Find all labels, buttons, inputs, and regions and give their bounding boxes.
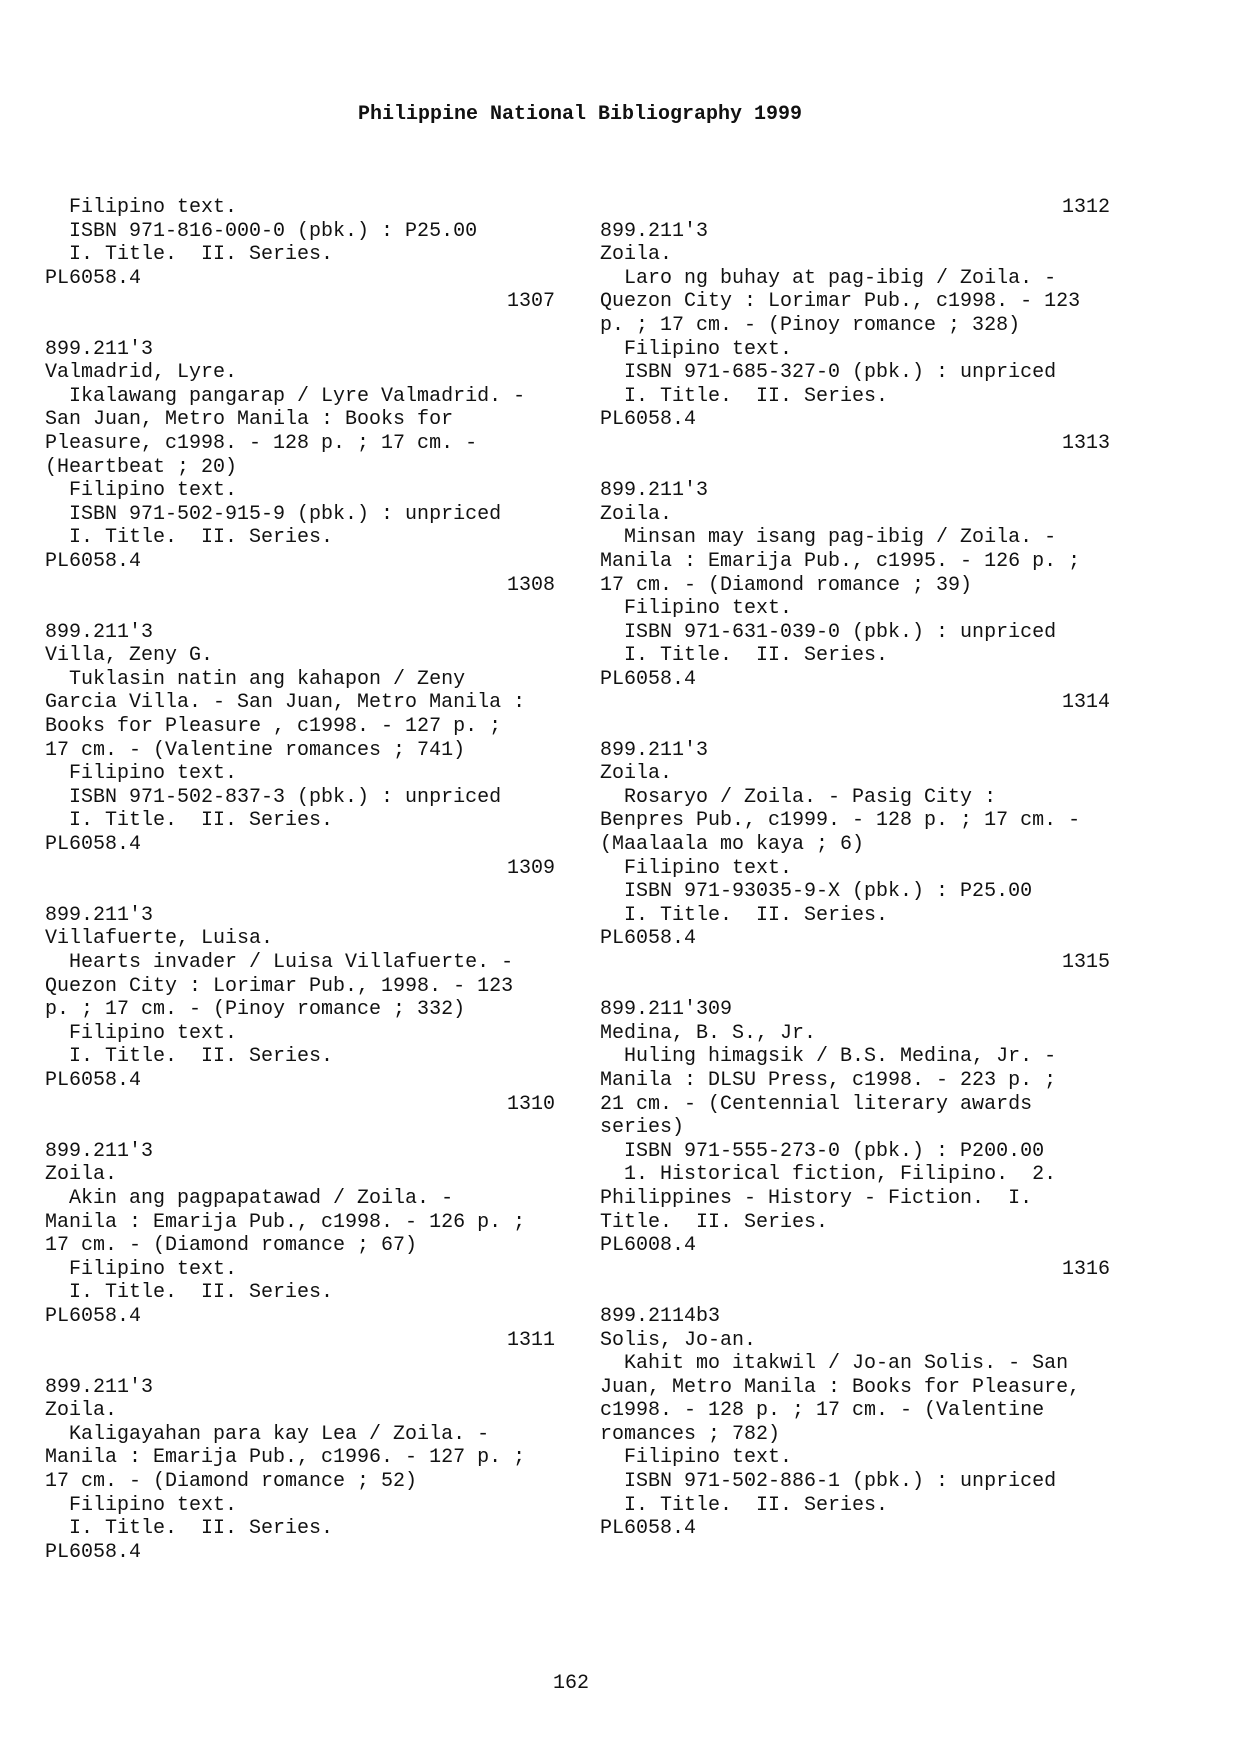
entry-line: 899.211'3 [600,479,709,503]
entry-line: Solis, Jo-an. [600,1328,757,1352]
entry-line: Villa, Zeny G. [45,644,214,668]
entry-line: I. Title. II. Series. [45,809,334,833]
entry-number: 1310 [506,1092,555,1116]
entry-line: c1998. - 128 p. ; 17 cm. - (Valentine [600,1399,1045,1423]
blank-line [600,715,1110,739]
entry-line: Filipino text. [600,337,793,361]
entry-line: ISBN 971-816-000-0 (pbk.) : P25.00 [45,219,478,243]
entry-number: 1309 [506,856,555,880]
entry-line: 17 cm. - (Diamond romance ; 67) [45,1234,418,1258]
entry-number: 1316 [1061,1257,1110,1281]
entry-line: Medina, B. S., Jr. [600,1021,817,1045]
blank-line [45,1352,555,1376]
entry-line: Minsan may isang pag-ibig / Zoila. - [600,526,1057,550]
entry-line: I. Title. II. Series. [600,644,889,668]
entry-line: Pleasure, c1998. - 128 p. ; 17 cm. - [45,431,478,455]
entry-line: Philippines - History - Fiction. I. [600,1186,1033,1210]
entry-line: (Maalaala mo kaya ; 6) [600,833,865,857]
entry-line: PL6058.4 [45,1304,142,1328]
entry-line: Manila : Emarija Pub., c1995. - 126 p. ; [600,549,1081,573]
entry-line: PL6058.4 [45,1068,142,1092]
entry-line: Filipino text. [45,762,238,786]
entry-line: I. Title. II. Series. [600,903,889,927]
entry-line: Filipino text. [45,196,238,219]
entry-line: Books for Pleasure , c1998. - 127 p. ; [45,715,502,739]
entry-line: I. Title. II. Series. [45,526,334,550]
entry-line: ISBN 971-502-915-9 (pbk.) : unpriced [45,502,502,526]
entry-line: Filipino text. [600,1446,793,1470]
entry-line: PL6008.4 [600,1234,697,1258]
blank-line [45,880,555,904]
entry-line: Tuklasin natin ang kahapon / Zeny [45,667,466,691]
entry-line: 17 cm. - (Diamond romance ; 39) [600,573,973,597]
entry-number: 1313 [1061,431,1110,455]
entry-number: 1312 [1061,196,1110,219]
entry-line: Quezon City : Lorimar Pub., c1998. - 123 [600,290,1081,314]
entry-line: I. Title. II. Series. [600,384,889,408]
entry-line: romances ; 782) [600,1422,781,1446]
blank-line [600,1281,1110,1305]
entry-line: ISBN 971-685-327-0 (pbk.) : unpriced [600,361,1057,385]
entry-line: (Heartbeat ; 20) [45,455,238,479]
entry-line: Zoila. [600,502,673,526]
entry-line: Manila : Emarija Pub., c1996. - 127 p. ; [45,1446,526,1470]
entry-line: I. Title. II. Series. [600,1493,889,1517]
entry-line: Zoila. [600,243,673,267]
entry-line: Filipino text. [600,856,793,880]
entry-line: Juan, Metro Manila : Books for Pleasure, [600,1375,1081,1399]
entry-line: PL6058.4 [45,549,142,573]
entry-line: ISBN 971-502-886-1 (pbk.) : unpriced [600,1470,1057,1494]
entry-line: Filipino text. [45,1257,238,1281]
entry-line: p. ; 17 cm. - (Pinoy romance ; 332) [45,998,466,1022]
entry-line: I. Title. II. Series. [45,243,334,267]
entry-line: PL6058.4 [600,667,697,691]
entry-line: 899.2114b3 [600,1304,721,1328]
entry-line: Zoila. [600,762,673,786]
blank-line [600,975,1110,999]
entry-number: 1307 [506,290,555,314]
entry-line: p. ; 17 cm. - (Pinoy romance ; 328) [600,313,1021,337]
entry-line: Manila : Emarija Pub., c1998. - 126 p. ; [45,1210,526,1234]
entry-line: 899.211'3 [45,903,154,927]
entry-line: Filipino text. [600,597,793,621]
entry-line: ISBN 971-631-039-0 (pbk.) : unpriced [600,620,1057,644]
entry-line: Filipino text. [45,479,238,503]
entry-line: Laro ng buhay at pag-ibig / Zoila. - [600,266,1057,290]
entry-line: Akin ang pagpapatawad / Zoila. - [45,1186,454,1210]
entry-line: Kahit mo itakwil / Jo-an Solis. - San [600,1352,1069,1376]
entry-line: Benpres Pub., c1999. - 128 p. ; 17 cm. - [600,809,1081,833]
entry-line: Title. II. Series. [600,1210,829,1234]
entry-line: Huling himagsik / B.S. Medina, Jr. - [600,1045,1057,1069]
entry-line: PL6058.4 [600,927,697,951]
entry-line: 1. Historical fiction, Filipino. 2. [600,1163,1057,1187]
entry-line: Valmadrid, Lyre. [45,361,238,385]
entry-line: San Juan, Metro Manila : Books for [45,408,454,432]
entry-line: Manila : DLSU Press, c1998. - 223 p. ; [600,1068,1057,1092]
entry-line: I. Title. II. Series. [45,1517,334,1541]
entry-line: Villafuerte, Luisa. [45,927,274,951]
entry-line: I. Title. II. Series. [45,1281,334,1305]
entry-line: ISBN 971-555-273-0 (pbk.) : P200.00 [600,1139,1045,1163]
entry-line: Zoila. [45,1163,118,1187]
entry-line: Filipino text. [45,1493,238,1517]
entry-line: PL6058.4 [600,408,697,432]
entry-line: PL6058.4 [45,1540,142,1564]
entry-line: 21 cm. - (Centennial literary awards [600,1092,1033,1116]
entry-number: 1314 [1061,691,1110,715]
entry-line: Quezon City : Lorimar Pub., 1998. - 123 [45,974,514,998]
entry-line: PL6058.4 [45,266,142,290]
entry-line: 17 cm. - (Valentine romances ; 741) [45,738,466,762]
right-column [600,196,1110,1541]
entry-line: 899.211'3 [600,738,709,762]
entry-line: 899.211'309 [600,998,733,1022]
entry-line: 899.211'3 [45,1375,154,1399]
entry-number: 1311 [506,1328,555,1352]
entry-line: PL6058.4 [45,833,142,857]
entry-line: Hearts invader / Luisa Villafuerte. - [45,951,514,974]
entry-line: 17 cm. - (Diamond romance ; 52) [45,1470,418,1494]
blank-line [600,456,1110,480]
page-title: Philippine National Bibliography 1999 [357,103,803,126]
entry-number: 1315 [1061,951,1110,974]
entry-line: I. Title. II. Series. [45,1045,334,1069]
blank-line [45,597,555,621]
blank-line [45,314,555,338]
entry-line: Rosaryo / Zoila. - Pasig City : [600,785,997,809]
entry-line: Filipino text. [45,1021,238,1045]
entry-line: Kaligayahan para kay Lea / Zoila. - [45,1422,490,1446]
entry-line: 899.211'3 [45,620,154,644]
entry-line: series) [600,1116,685,1140]
entry-line: 899.211'3 [45,1139,154,1163]
entry-line: PL6058.4 [600,1517,697,1541]
entry-number: 1308 [506,573,555,597]
entry-line: Ikalawang pangarap / Lyre Valmadrid. - [45,384,526,408]
entry-line: 899.211'3 [45,337,154,361]
entry-line: ISBN 971-93035-9-X (pbk.) : P25.00 [600,880,1033,904]
entry-line: Garcia Villa. - San Juan, Metro Manila : [45,691,526,715]
left-column [45,196,555,1564]
entry-line: Zoila. [45,1399,118,1423]
page-number: 162 [552,1672,589,1695]
entry-line: ISBN 971-502-837-3 (pbk.) : unpriced [45,785,502,809]
entry-line: 899.211'3 [600,219,709,243]
blank-line [45,1116,555,1140]
